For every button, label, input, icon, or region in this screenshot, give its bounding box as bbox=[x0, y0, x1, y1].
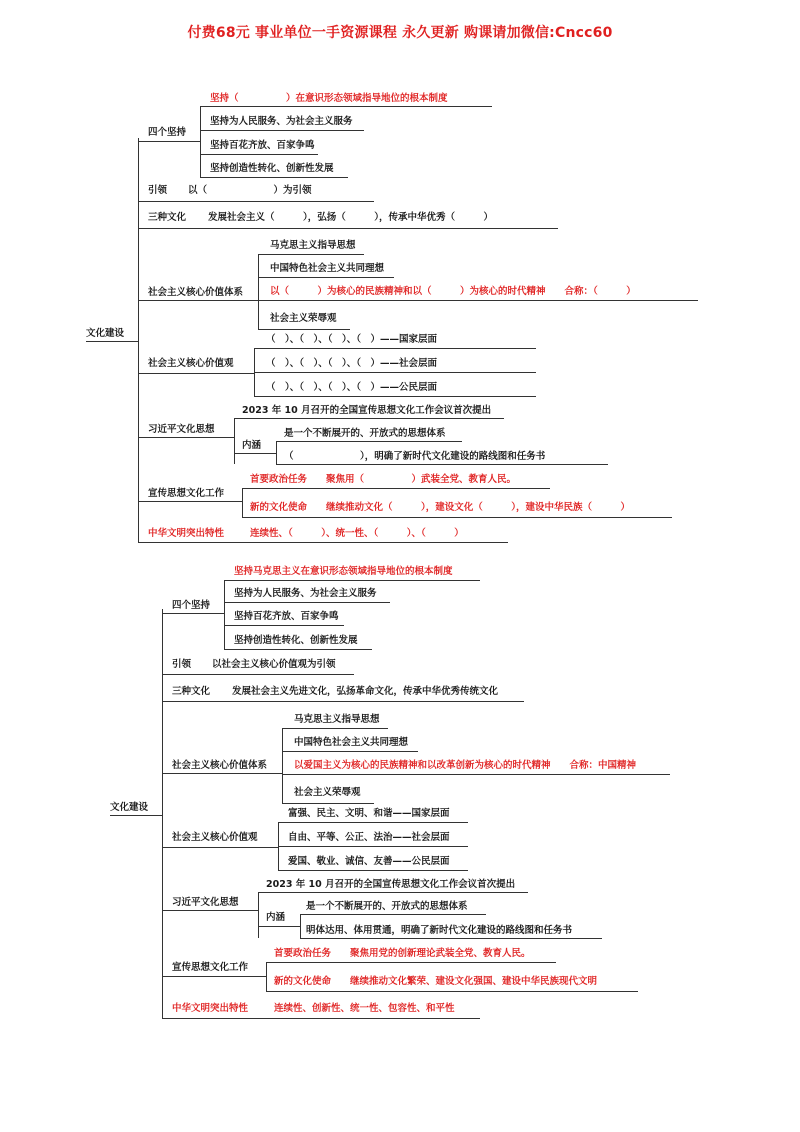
root-underline bbox=[86, 341, 138, 342]
promo-banner: 付费68元 事业单位一手资源课程 永久更新 购课请加微信:Cncc60 bbox=[187, 25, 613, 41]
core-val-1: 富强、民主、文明、和谐——国家层面 bbox=[288, 808, 450, 819]
core-sys-1: 马克思主义指导思想 bbox=[270, 240, 356, 251]
four-item-1: 坚持（ ）在意识形态领域指导地位的根本制度 bbox=[210, 93, 448, 104]
main-trunk bbox=[162, 609, 163, 1019]
lead-text: 以（ ）为引领 bbox=[188, 185, 312, 196]
three-label: 三种文化 bbox=[148, 212, 187, 223]
prop-1: 首要政治任务 聚焦用党的创新理论武装全党、教育人民。 bbox=[274, 948, 531, 959]
xi-sub-2: （ ），明确了新时代文化建设的路线图和任务书 bbox=[284, 451, 546, 462]
xi-top: 2023 年 10 月召开的全国宣传思想文化工作会议首次提出 bbox=[242, 405, 492, 416]
four-item-4: 坚持创造性转化、创新性发展 bbox=[234, 635, 358, 646]
core-sys-4: 社会主义荣辱观 bbox=[294, 787, 361, 798]
main-trunk bbox=[138, 138, 139, 542]
xi-sub-1: 是一个不断展开的、开放式的思想体系 bbox=[306, 901, 468, 912]
core-val-3: 爱国、敬业、诚信、友善——公民层面 bbox=[288, 856, 450, 867]
core-sys-3: 以（ ）为核心的民族精神和以（ ）为核心的时代精神 合称：（ ） bbox=[270, 286, 636, 297]
core-val-2: 自由、平等、公正、法治——社会层面 bbox=[288, 832, 450, 843]
xi-sub-1: 是一个不断展开的、开放式的思想体系 bbox=[284, 428, 446, 439]
civ-text: 连续性、（ ）、统一性、（ ）、（ ） bbox=[250, 528, 464, 539]
four-item-2: 坚持为人民服务、为社会主义服务 bbox=[210, 116, 353, 127]
xi-label: 习近平文化思想 bbox=[172, 897, 239, 908]
core-val-label: 社会主义核心价值观 bbox=[148, 358, 234, 369]
core-sys-2: 中国特色社会主义共同理想 bbox=[294, 737, 409, 748]
three-text: 发展社会主义先进文化，弘扬革命文化，传承中华优秀传统文化 bbox=[232, 686, 499, 697]
xi-sub-2: 明体达用、体用贯通，明确了新时代文化建设的路线图和任务书 bbox=[306, 925, 573, 936]
core-val-1: （ ）、（ ）、（ ）、（ ）——国家层面 bbox=[266, 334, 438, 345]
civ-text: 连续性、创新性、统一性、包容性、和平性 bbox=[274, 1003, 455, 1014]
four-item-3: 坚持百花齐放、百家争鸣 bbox=[234, 611, 339, 622]
prop-2: 新的文化使命 继续推动文化（ ），建设文化（ ），建设中华民族（ ） bbox=[250, 502, 631, 513]
root-label: 文化建设 bbox=[110, 802, 149, 813]
core-val-3: （ ）、（ ）、（ ）、（ ）——公民层面 bbox=[266, 382, 438, 393]
core-sys-label: 社会主义核心价值体系 bbox=[148, 287, 244, 298]
prop-label: 宣传思想文化工作 bbox=[148, 488, 225, 499]
lead-label: 引领 bbox=[148, 185, 168, 196]
prop-2: 新的文化使命 继续推动文化繁荣、建设文化强国、建设中华民族现代文明 bbox=[274, 976, 598, 987]
four-item-4: 坚持创造性转化、创新性发展 bbox=[210, 163, 334, 174]
lead-label: 引领 bbox=[172, 659, 192, 670]
core-sys-4: 社会主义荣辱观 bbox=[270, 313, 337, 324]
three-label: 三种文化 bbox=[172, 686, 211, 697]
four-item-1: 坚持马克思主义在意识形态领域指导地位的根本制度 bbox=[234, 566, 453, 577]
prop-label: 宣传思想文化工作 bbox=[172, 962, 249, 973]
core-sys-3: 以爱国主义为核心的民族精神和以改革创新为核心的时代精神 合称：中国精神 bbox=[294, 760, 637, 771]
core-val-label: 社会主义核心价值观 bbox=[172, 832, 258, 843]
xi-label: 习近平文化思想 bbox=[148, 424, 215, 435]
prop-1: 首要政治任务 聚焦用（ ）武装全党、教育人民。 bbox=[250, 474, 517, 485]
four-item-2: 坚持为人民服务、为社会主义服务 bbox=[234, 588, 377, 599]
core-val-2: （ ）、（ ）、（ ）、（ ）——社会层面 bbox=[266, 358, 438, 369]
core-sys-label: 社会主义核心价值体系 bbox=[172, 760, 268, 771]
civ-label: 中华文明突出特性 bbox=[172, 1003, 249, 1014]
three-text: 发展社会主义（ ），弘扬（ ），传承中华优秀（ ） bbox=[208, 212, 494, 223]
four-title: 四个坚持 bbox=[148, 127, 187, 138]
lead-text: 以社会主义核心价值观为引领 bbox=[212, 659, 336, 670]
core-sys-1: 马克思主义指导思想 bbox=[294, 714, 380, 725]
xi-sub-label: 内涵 bbox=[242, 440, 262, 451]
four-item-3: 坚持百花齐放、百家争鸣 bbox=[210, 140, 315, 151]
xi-sub-label: 内涵 bbox=[266, 912, 286, 923]
four-title: 四个坚持 bbox=[172, 600, 211, 611]
root-label: 文化建设 bbox=[86, 328, 125, 339]
civ-label: 中华文明突出特性 bbox=[148, 528, 225, 539]
core-sys-2: 中国特色社会主义共同理想 bbox=[270, 263, 385, 274]
xi-top: 2023 年 10 月召开的全国宣传思想文化工作会议首次提出 bbox=[266, 879, 516, 890]
